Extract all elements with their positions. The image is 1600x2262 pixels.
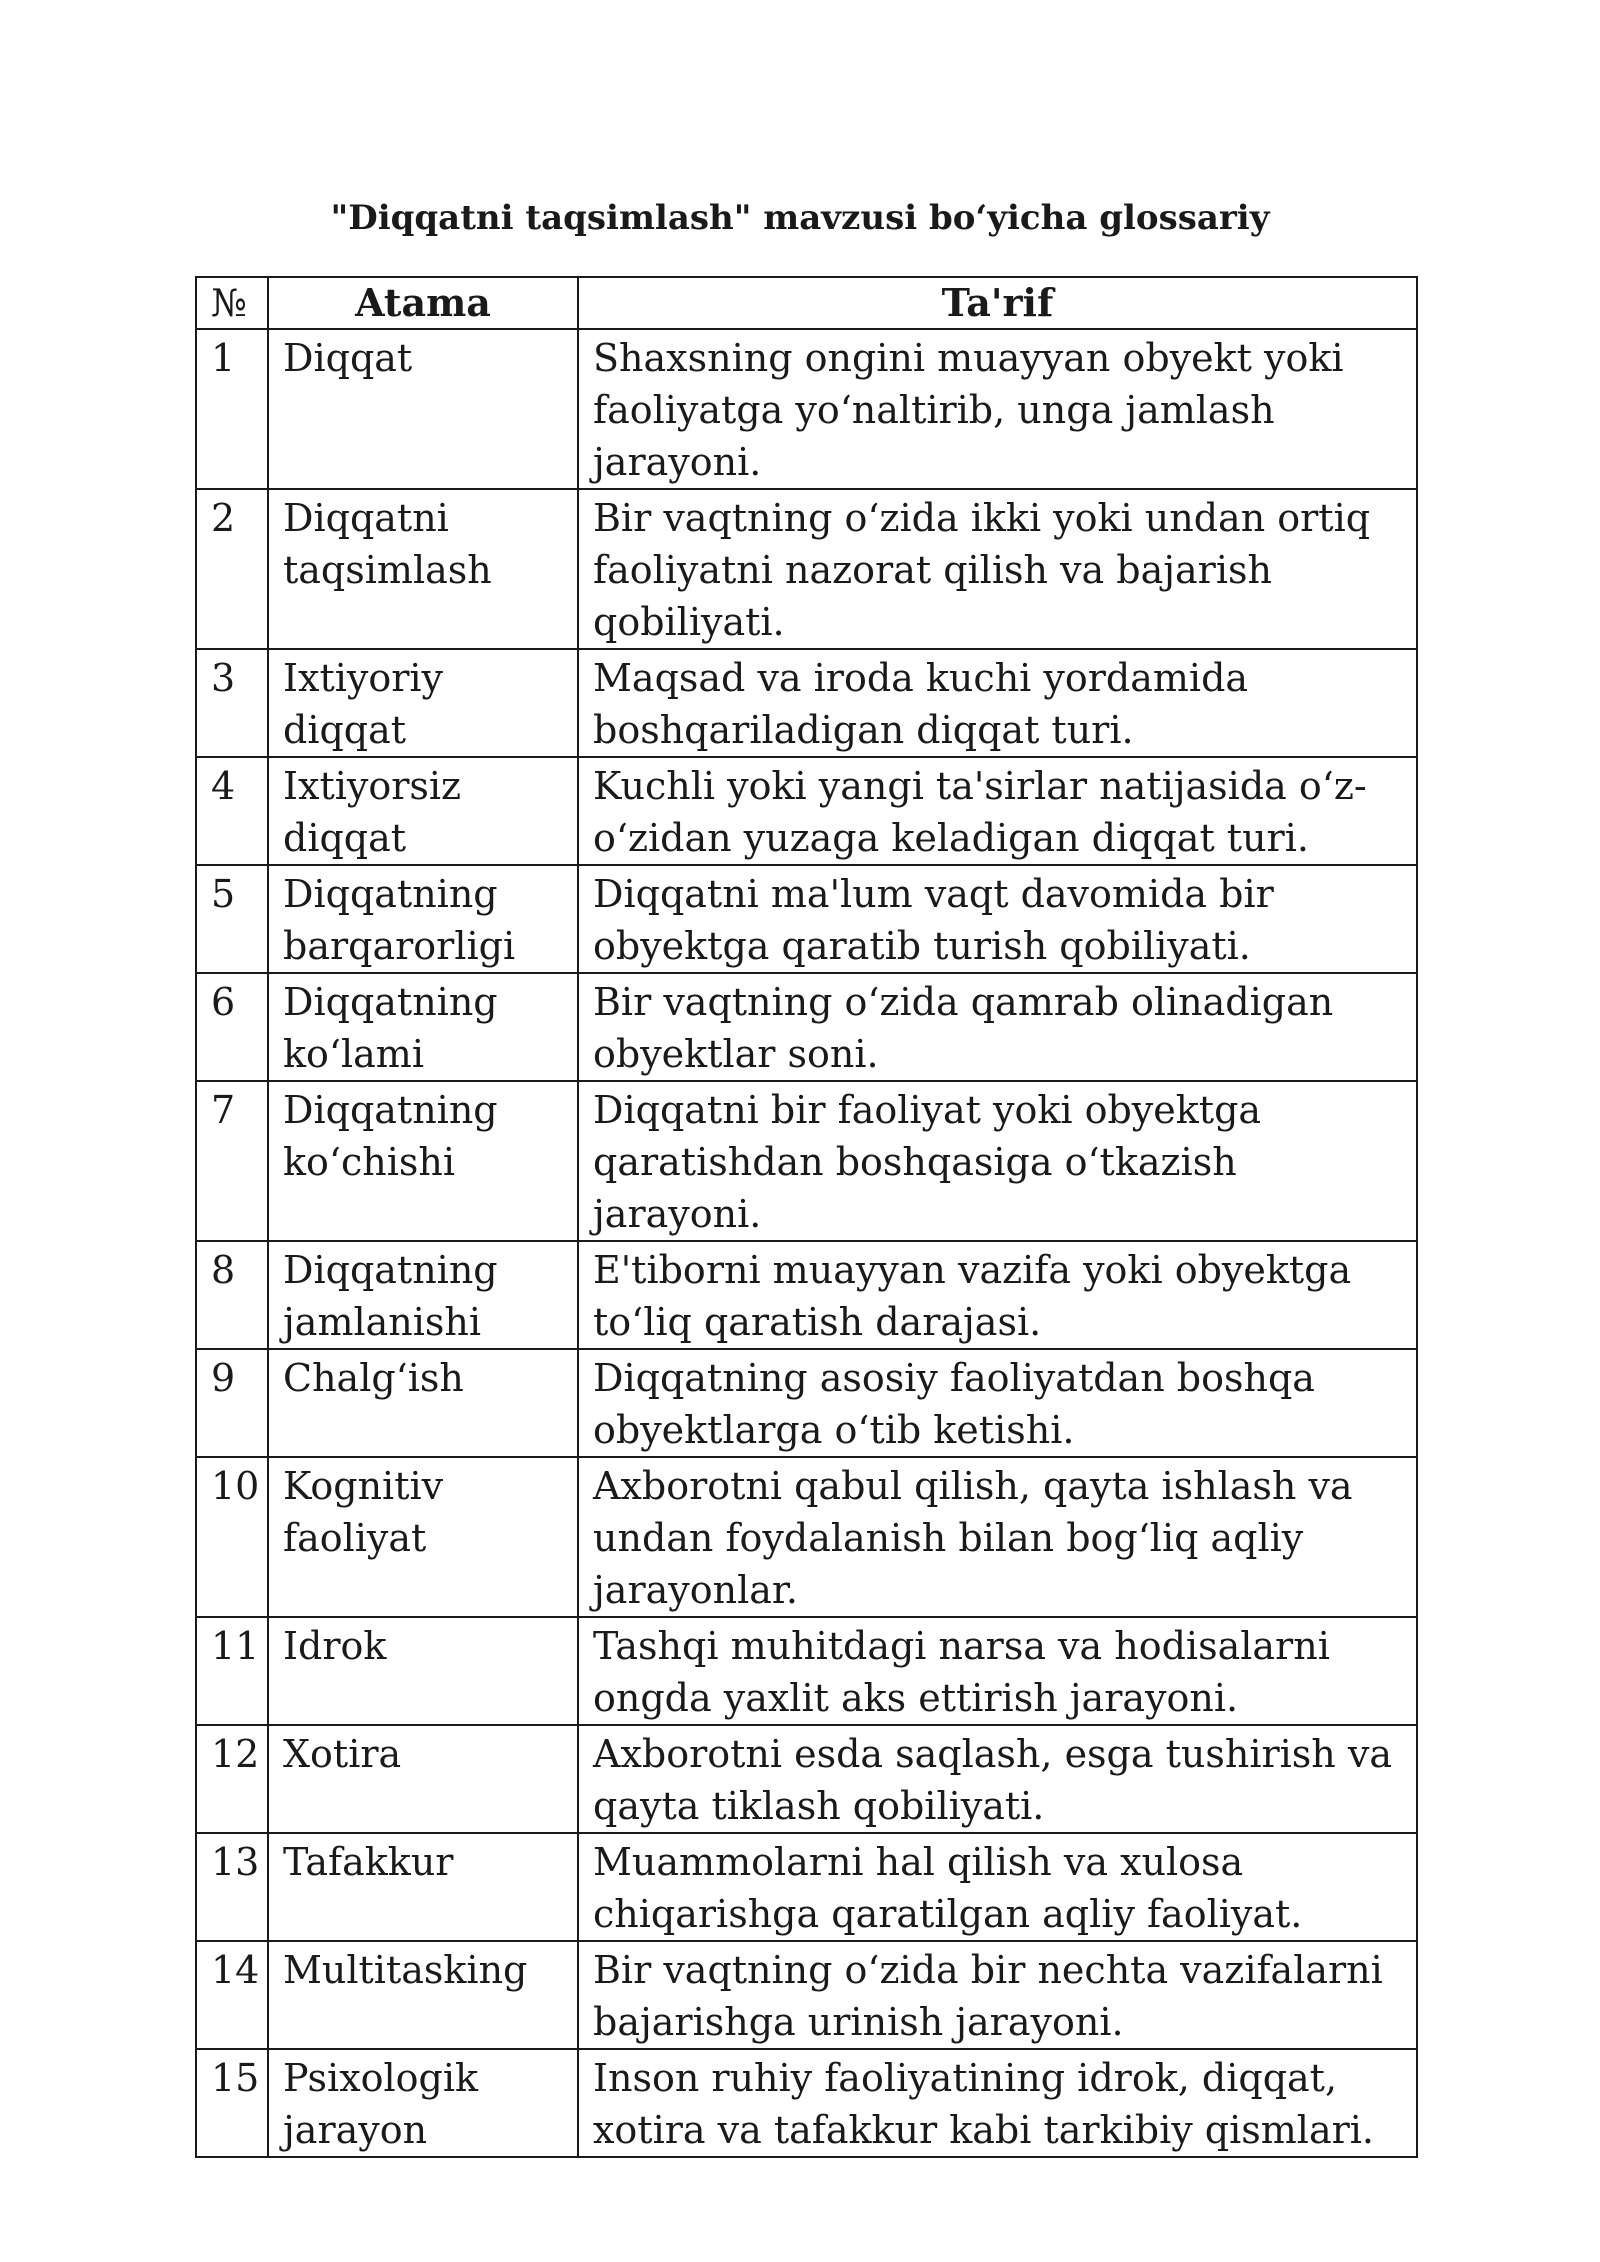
row-term: Diqqatning jamlanishi <box>268 1241 578 1349</box>
row-term: Tafakkur <box>268 1833 578 1941</box>
table-row <box>196 2049 1417 2157</box>
table-row <box>196 1457 1417 1617</box>
row-definition: Bir vaqtning o‘zida ikki yoki undan ortiq faoliyatni nazorat qilish va bajarish qobiliyati. <box>578 489 1417 649</box>
glossary-table <box>195 276 1418 2158</box>
row-definition: Bir vaqtning o‘zida bir nechta vazifalarni bajarishga urinish jarayoni. <box>578 1941 1417 2049</box>
header-definition: Ta'rif <box>578 277 1417 329</box>
table-row <box>196 1349 1417 1457</box>
row-definition: Shaxsning ongini muayyan obyekt yoki faoliyatga yo‘naltirib, unga jamlash jarayoni. <box>578 329 1417 489</box>
table-row <box>196 1833 1417 1941</box>
row-term: Diqqatning ko‘lami <box>268 973 578 1081</box>
table-row <box>196 973 1417 1081</box>
row-definition: Diqqatning asosiy faoliyatdan boshqa obyektlarga o‘tib ketishi. <box>578 1349 1417 1457</box>
row-definition: E'tiborni muayyan vazifa yoki obyektga to‘liq qaratish darajasi. <box>578 1241 1417 1349</box>
row-number: 15 <box>196 2049 268 2157</box>
table-row <box>196 1617 1417 1725</box>
row-number: 10 <box>196 1457 268 1617</box>
row-number: 13 <box>196 1833 268 1941</box>
row-definition: Axborotni esda saqlash, esga tushirish va qayta tiklash qobiliyati. <box>578 1725 1417 1833</box>
header-number: № <box>196 277 268 329</box>
row-definition: Diqqatni bir faoliyat yoki obyektga qaratishdan boshqasiga o‘tkazish jarayoni. <box>578 1081 1417 1241</box>
row-number: 7 <box>196 1081 268 1241</box>
row-number: 6 <box>196 973 268 1081</box>
table-row <box>196 1081 1417 1241</box>
row-definition: Kuchli yoki yangi ta'sirlar natijasida o‘z-o‘zidan yuzaga keladigan diqqat turi. <box>578 757 1417 865</box>
row-definition: Maqsad va iroda kuchi yordamida boshqariladigan diqqat turi. <box>578 649 1417 757</box>
page-title: "Diqqatni taqsimlash" mavzusi bo‘yicha glossariy <box>330 198 1270 238</box>
table-row <box>196 865 1417 973</box>
row-number: 11 <box>196 1617 268 1725</box>
table-row <box>196 757 1417 865</box>
row-term: Idrok <box>268 1617 578 1725</box>
table-row <box>196 329 1417 489</box>
row-term: Kognitiv faoliyat <box>268 1457 578 1617</box>
row-term: Xotira <box>268 1725 578 1833</box>
row-number: 2 <box>196 489 268 649</box>
row-number: 4 <box>196 757 268 865</box>
table-row <box>196 1725 1417 1833</box>
row-number: 3 <box>196 649 268 757</box>
row-definition: Diqqatni ma'lum vaqt davomida bir obyektga qaratib turish qobiliyati. <box>578 865 1417 973</box>
row-definition: Bir vaqtning o‘zida qamrab olinadigan obyektlar soni. <box>578 973 1417 1081</box>
table-row <box>196 489 1417 649</box>
table-row <box>196 1241 1417 1349</box>
row-number: 14 <box>196 1941 268 2049</box>
row-term: Diqqatning barqarorligi <box>268 865 578 973</box>
row-definition: Muammolarni hal qilish va xulosa chiqarishga qaratilgan aqliy faoliyat. <box>578 1833 1417 1941</box>
row-number: 8 <box>196 1241 268 1349</box>
row-number: 5 <box>196 865 268 973</box>
table-header-row <box>196 277 1417 329</box>
header-term: Atama <box>268 277 578 329</box>
row-term: Diqqat <box>268 329 578 489</box>
row-number: 12 <box>196 1725 268 1833</box>
table-row <box>196 649 1417 757</box>
row-number: 9 <box>196 1349 268 1457</box>
row-term: Ixtiyoriy diqqat <box>268 649 578 757</box>
table-body <box>196 329 1417 2157</box>
row-definition: Tashqi muhitdagi narsa va hodisalarni ongda yaxlit aks ettirish jarayoni. <box>578 1617 1417 1725</box>
table-row <box>196 1941 1417 2049</box>
row-definition: Inson ruhiy faoliyatining idrok, diqqat, xotira va tafakkur kabi tarkibiy qismlari. <box>578 2049 1417 2157</box>
row-term: Ixtiyorsiz diqqat <box>268 757 578 865</box>
row-number: 1 <box>196 329 268 489</box>
row-term: Chalg‘ish <box>268 1349 578 1457</box>
row-term: Psixologik jarayon <box>268 2049 578 2157</box>
row-definition: Axborotni qabul qilish, qayta ishlash va undan foydalanish bilan bog‘liq aqliy jarayonlar. <box>578 1457 1417 1617</box>
row-term: Diqqatning ko‘chishi <box>268 1081 578 1241</box>
row-term: Multitasking <box>268 1941 578 2049</box>
row-term: Diqqatni taqsimlash <box>268 489 578 649</box>
